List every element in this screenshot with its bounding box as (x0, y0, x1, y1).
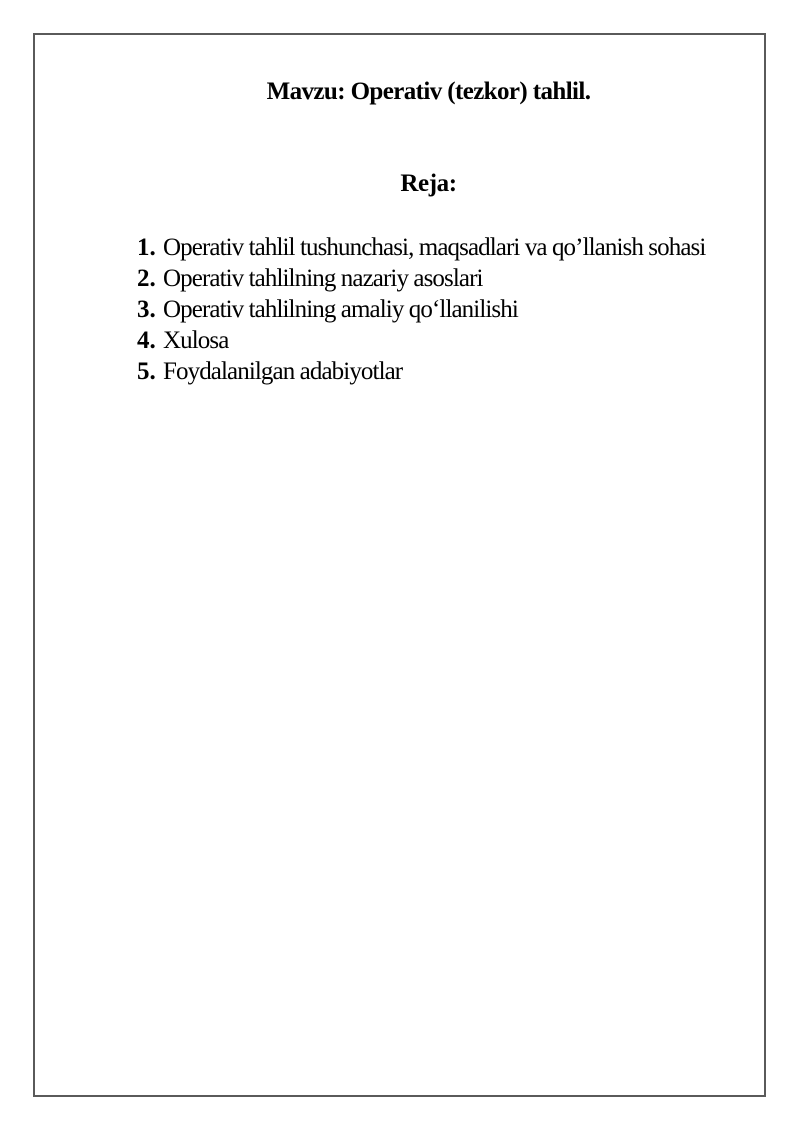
plan-item-2 (137, 263, 737, 294)
plan-item-3 (137, 294, 737, 325)
plan-item-text: Operativ tahlilning nazariy asoslari (163, 265, 483, 292)
page-title: Mavzu: Operativ (tezkor) tahlil. (266, 78, 591, 105)
plan-item-number: 5. (137, 358, 156, 385)
plan-item-1 (137, 232, 737, 263)
plan-item-number: 4. (137, 327, 156, 354)
plan-item-text: Operativ tahlilning amaliy qo‘llanilishi (163, 296, 518, 323)
plan-item-text: Foydalanilgan adabiyotlar (163, 358, 403, 385)
plan-item-4 (137, 325, 737, 356)
plan-heading: Reja: (400, 170, 457, 197)
plan-item-text: Xulosa (163, 327, 229, 354)
plan-item-number: 2. (137, 265, 156, 292)
plan-item-number: 1. (137, 234, 156, 261)
plan-item-5 (137, 356, 737, 387)
plan-item-text: Operativ tahlil tushunchasi, maqsadlari va qo’llanish sohasi (163, 234, 706, 261)
plan-item-number: 3. (137, 296, 156, 323)
plan-list (137, 232, 737, 387)
